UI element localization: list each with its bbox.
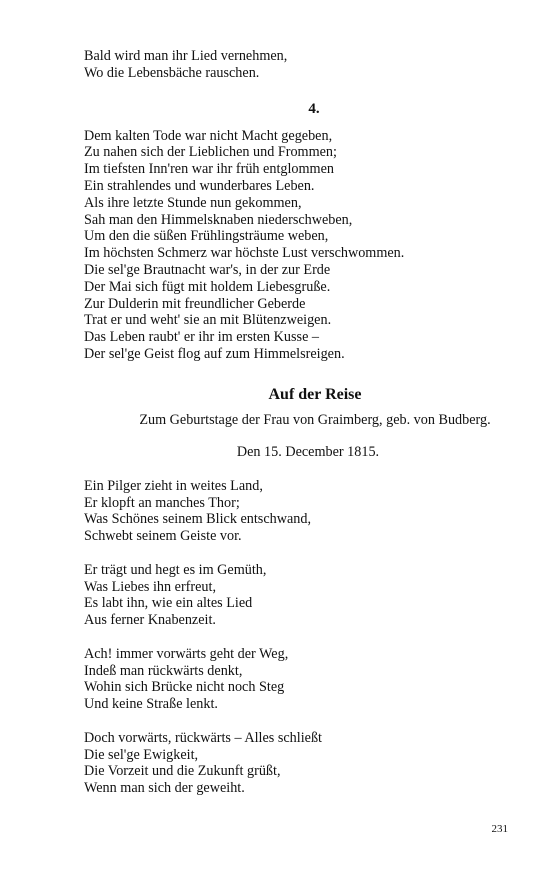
verse-line: Aus ferner Knabenzeit. bbox=[84, 612, 216, 629]
verse-line: Als ihre letzte Stunde nun gekommen, bbox=[84, 194, 302, 211]
verse-line: Wohin sich Brücke nicht noch Steg bbox=[84, 679, 285, 696]
verse-line: Wenn man sich der geweiht. bbox=[84, 780, 245, 797]
verse-line: Dem kalten Tode war nicht Macht gegeben, bbox=[84, 127, 333, 144]
verse-line: Indeß man rückwärts denkt, bbox=[84, 662, 243, 679]
verse-line: Das Leben raubt' er ihr im ersten Kusse – bbox=[84, 329, 320, 346]
verse-line: Was Liebes ihn erfreut, bbox=[84, 578, 217, 595]
verse-line: Trat er und weht' sie an mit Blütenzweigen. bbox=[84, 312, 332, 329]
verse-line: Zur Dulderin mit freundlicher Geberde bbox=[84, 295, 306, 312]
poem-dedication: Zum Geburtstage der Frau von Graimberg, geb. von Budberg. bbox=[139, 411, 491, 428]
verse-line: Ein Pilger zieht in weites Land, bbox=[84, 477, 263, 494]
stanza-2 bbox=[84, 562, 524, 629]
verse-line: Zu nahen sich der Lieblichen und Frommen; bbox=[84, 144, 337, 161]
verse-line: Was Schönes seinem Blick entschwand, bbox=[84, 511, 311, 528]
verse-line: Es labt ihn, wie ein altes Lied bbox=[84, 595, 253, 612]
verse-line: Die Vorzeit und die Zukunft grüßt, bbox=[84, 763, 281, 780]
verse-line: Der Mai sich fügt mit holdem Liebesgruße. bbox=[84, 278, 331, 295]
stanza-3 bbox=[84, 646, 524, 713]
poem-title: Auf der Reise bbox=[268, 385, 362, 403]
verse-line: Schwebt seinem Geiste vor. bbox=[84, 528, 242, 545]
verse-line: Und keine Straße lenkt. bbox=[84, 696, 218, 713]
verse-line: Wo die Lebensbäche rauschen. bbox=[84, 64, 260, 81]
poem-date: Den 15. December 1815. bbox=[236, 443, 380, 460]
verse-line: Im tiefsten Inn'ren war ihr früh entglommen bbox=[84, 161, 334, 178]
sonnet-section-4 bbox=[84, 128, 524, 363]
verse-line: Die sel'ge Brautnacht war's, in der zur Erde bbox=[84, 261, 331, 278]
verse-line: Der sel'ge Geist flog auf zum Himmelsreigen. bbox=[84, 345, 345, 362]
verse-line: Er trägt und hegt es im Gemüth, bbox=[84, 561, 267, 578]
verse-line: Sah man den Himmelsknaben niederschweben, bbox=[84, 211, 353, 228]
verse-line: Im höchsten Schmerz war höchste Lust verschwommen. bbox=[84, 245, 405, 262]
verse-line: Um den die süßen Frühlingsträume weben, bbox=[84, 228, 329, 245]
verse-line: Die sel'ge Ewigkeit, bbox=[84, 746, 199, 763]
verse-line: Bald wird man ihr Lied vernehmen, bbox=[84, 48, 288, 64]
previous-poem-ending bbox=[84, 48, 524, 82]
stanza-1 bbox=[84, 478, 524, 545]
verse-line: Ein strahlendes und wunderbares Leben. bbox=[84, 177, 315, 194]
verse-line: Ach! immer vorwärts geht der Weg, bbox=[84, 645, 289, 662]
verse-line: Er klopft an manches Thor; bbox=[84, 494, 240, 511]
text-block bbox=[84, 48, 524, 814]
section-number: 4. bbox=[308, 100, 320, 117]
verse-line: Doch vorwärts, rückwärts – Alles schließt bbox=[84, 729, 322, 746]
page-number: 231 bbox=[491, 823, 508, 835]
stanza-4 bbox=[84, 730, 524, 797]
